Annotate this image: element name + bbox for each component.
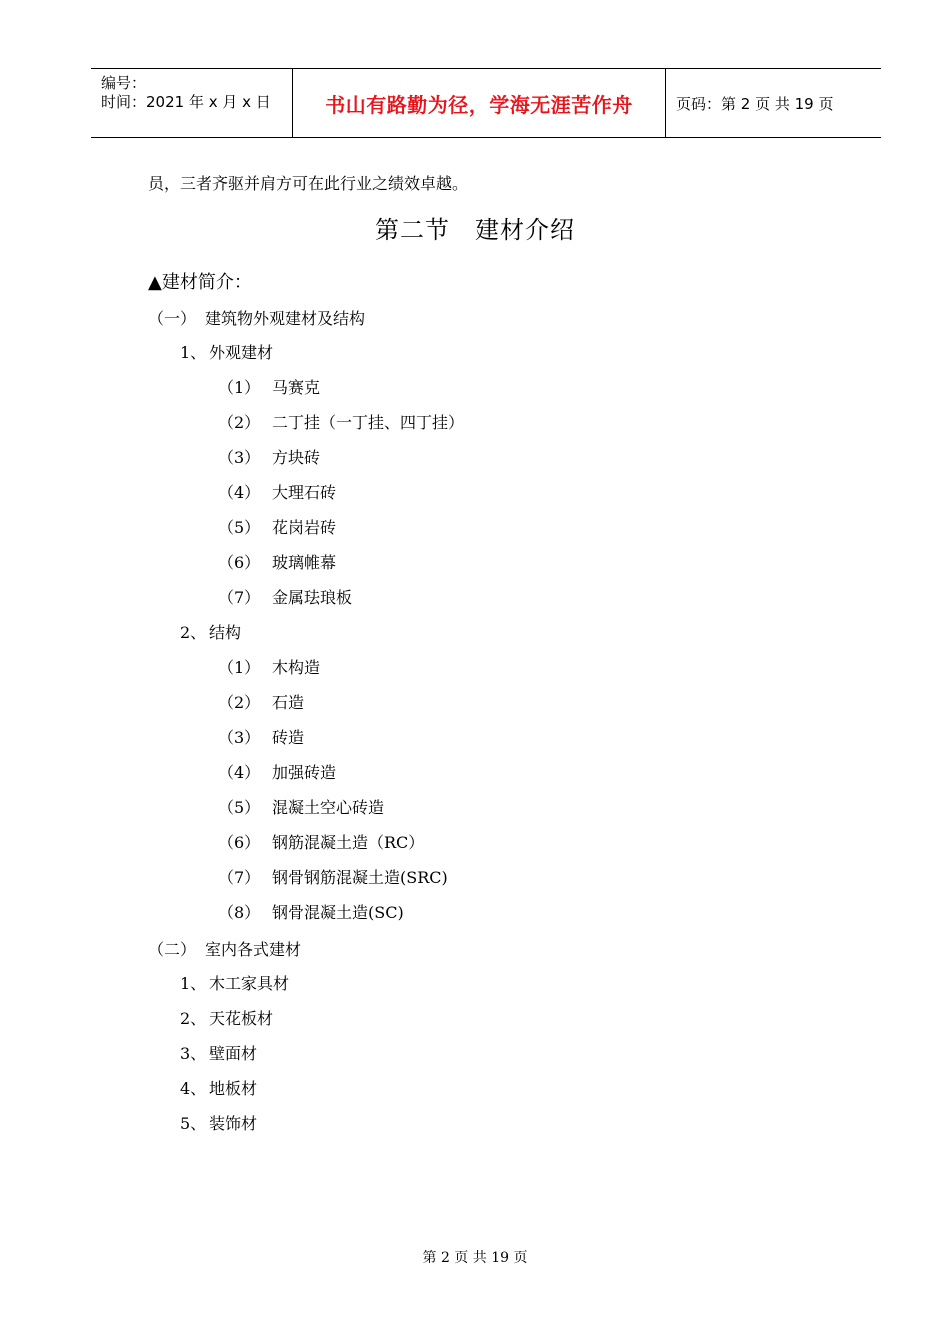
group2-title: 结构 (209, 623, 242, 642)
header-table (91, 68, 881, 138)
item-number: （1） (218, 658, 261, 677)
list-item (218, 795, 384, 818)
list-item (218, 865, 448, 888)
list-item (218, 375, 320, 398)
item-number: 3、 (180, 1044, 207, 1063)
item-text: 混凝土空心砖造 (272, 798, 385, 817)
item-number: （7） (218, 868, 261, 887)
group1-label: 1、 (180, 343, 207, 362)
motto: 书山有路勤为径，学海无涯苦作舟 (325, 92, 633, 117)
item-number: （6） (218, 833, 261, 852)
item-number: （4） (218, 763, 261, 782)
header-info-cell (91, 69, 293, 137)
list-item (218, 900, 404, 923)
item-number: （8） (218, 903, 261, 922)
list-item (218, 585, 352, 608)
list-item (180, 971, 289, 994)
item-number: （5） (218, 518, 261, 537)
group2-heading (180, 620, 241, 643)
list-item (218, 550, 336, 573)
item-text: 花岗岩砖 (272, 518, 337, 537)
list-item (218, 655, 320, 678)
item-number: （2） (218, 693, 261, 712)
list-item (218, 830, 424, 853)
item-number: （5） (218, 798, 261, 817)
part1-heading (148, 306, 365, 329)
item-number: （4） (218, 483, 261, 502)
subheading: ▲建材简介： (148, 272, 252, 293)
item-text: 大理石砖 (272, 483, 337, 502)
list-item (218, 515, 336, 538)
part2-label: （二） (148, 940, 197, 959)
list-item (218, 760, 336, 783)
header-motto-cell (293, 69, 666, 137)
item-text: 天花板材 (209, 1009, 274, 1028)
part2-title: 室内各式建材 (205, 940, 302, 959)
item-number: （1） (218, 378, 261, 397)
item-text: 马赛克 (272, 378, 321, 397)
item-text: 钢骨钢筋混凝土造(SRC) (272, 868, 448, 887)
item-number: 2、 (180, 1009, 207, 1028)
list-item (218, 410, 464, 433)
item-text: 金属珐琅板 (272, 588, 353, 607)
item-text: 地板材 (209, 1079, 258, 1098)
list-item (180, 1041, 257, 1064)
item-text: 二丁挂（一丁挂、四丁挂） (272, 413, 465, 432)
list-item (180, 1076, 257, 1099)
item-text: 壁面材 (209, 1044, 258, 1063)
list-item (180, 1006, 273, 1029)
item-text: 方块砖 (272, 448, 321, 467)
page-code: 页码：第 2 页 共 19 页 (676, 94, 834, 113)
item-number: （3） (218, 448, 261, 467)
group2-label: 2、 (180, 623, 207, 642)
group1-heading (180, 340, 273, 363)
item-number: （7） (218, 588, 261, 607)
item-text: 加强砖造 (272, 763, 337, 782)
item-text: 砖造 (272, 728, 305, 747)
group1-title: 外观建材 (209, 343, 274, 362)
item-text: 木构造 (272, 658, 321, 677)
item-number: 5、 (180, 1114, 207, 1133)
part1-title: 建筑物外观建材及结构 (205, 309, 366, 328)
section-title: 第二节 建材介绍 (375, 216, 575, 244)
list-item (180, 1111, 257, 1134)
item-number: 1、 (180, 974, 207, 993)
list-item (218, 445, 320, 468)
item-text: 木工家具材 (209, 974, 290, 993)
item-number: （3） (218, 728, 261, 747)
item-text: 钢骨混凝土造(SC) (272, 903, 404, 922)
item-number: （2） (218, 413, 261, 432)
item-text: 石造 (272, 693, 305, 712)
serial-label: 编号： (101, 74, 147, 92)
item-number: 4、 (180, 1079, 207, 1098)
page-footer: 第 2 页 共 19 页 (422, 1250, 528, 1266)
list-item (218, 725, 304, 748)
item-text: 玻璃帷幕 (272, 553, 337, 572)
item-number: （6） (218, 553, 261, 572)
header-page-cell (666, 69, 881, 137)
part2-heading (148, 937, 301, 960)
item-text: 钢筋混凝土造（RC） (272, 833, 425, 852)
list-item (218, 690, 304, 713)
intro-line: 员，三者齐驱并肩方可在此行业之绩效卓越。 (148, 174, 469, 193)
part1-label: （一） (148, 309, 197, 328)
time-label: 时间：2021 年 x 月 x 日 (101, 93, 271, 111)
list-item (218, 480, 336, 503)
item-text: 装饰材 (209, 1114, 258, 1133)
